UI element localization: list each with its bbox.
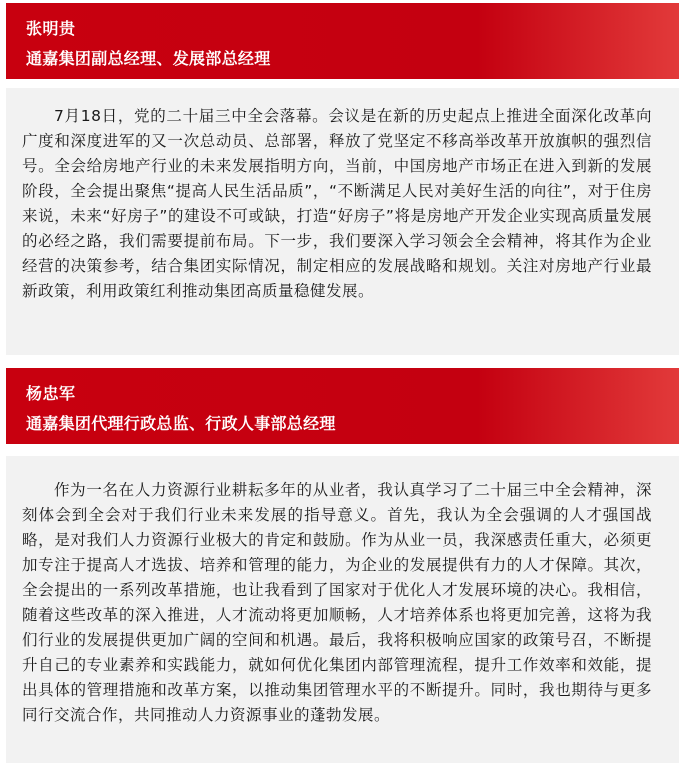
speaker-statement: 7月18日，党的二十届三中全会落幕。会议是在新的历史起点上推进全面深化改革向广度和深度进军的又一次总动员、总部署，释放了党坚定不移高举改革开放旗帜的强烈信号。全会给房地产行业的未来发展指明方向，当前，中国房地产市场正在进入到新的发展阶段，全会提出聚焦“提高人民生活品质”，“不断满足人民对美好生活的向往”，对于住房来说，未来“好房子”的建设不可或缺，打造“好房子”将是房地产开发企业实现高质量发展的必经之路，我们需要提前布局。下一步，我们要深入学习领会全会精神，将其作为企业经营的决策参考，结合集团实际情况，制定相应的发展战略和规划。关注对房地产行业最新政策，利用政策红利推动集团高质量稳健发展。	[22, 107, 652, 300]
speaker-title: 通嘉集团代理行政总监、行政人事部总经理	[26, 414, 336, 433]
speaker-statement: 作为一名在人力资源行业耕耘多年的从业者，我认真学习了二十届三中全会精神，深刻体会到全会对于我们行业未来发展的指导意义。首先，我认为全会强调的人才强国战略，是对我们人力资源行业极大的肯定和鼓励。作为从业一员，我深感责任重大，必须更加专注于提高人才选拔、培养和管理的能力，为企业的发展提供有力的人才保障。其次，全会提出的一系列改革措施，也让我看到了国家对于优化人才发展环境的决心。我相信，随着这些改革的深入推进，人才流动将更加顺畅，人才培养体系也将更加完善，这将为我们行业的发展提供更加广阔的空间和机遇。最后，我将积极响应国家的政策号召，不断提升自己的专业素养和实践能力，就如何优化集团内部管理流程，提升工作效率和效能，提出具体的管理措施和改革方案，以推动集团管理水平的不断提升。同时，我也期待与更多同行交流合作，共同推动人力资源事业的蓬勃发展。	[22, 481, 652, 724]
speaker-header	[6, 3, 679, 79]
speaker-title: 通嘉集团副总经理、发展部总经理	[26, 49, 271, 68]
speaker-statement-box	[6, 88, 679, 355]
speaker-name: 杨忠军	[26, 384, 76, 403]
speaker-header	[6, 368, 679, 444]
speaker-name: 张明贵	[26, 19, 76, 38]
speaker-statement-box	[6, 456, 679, 763]
